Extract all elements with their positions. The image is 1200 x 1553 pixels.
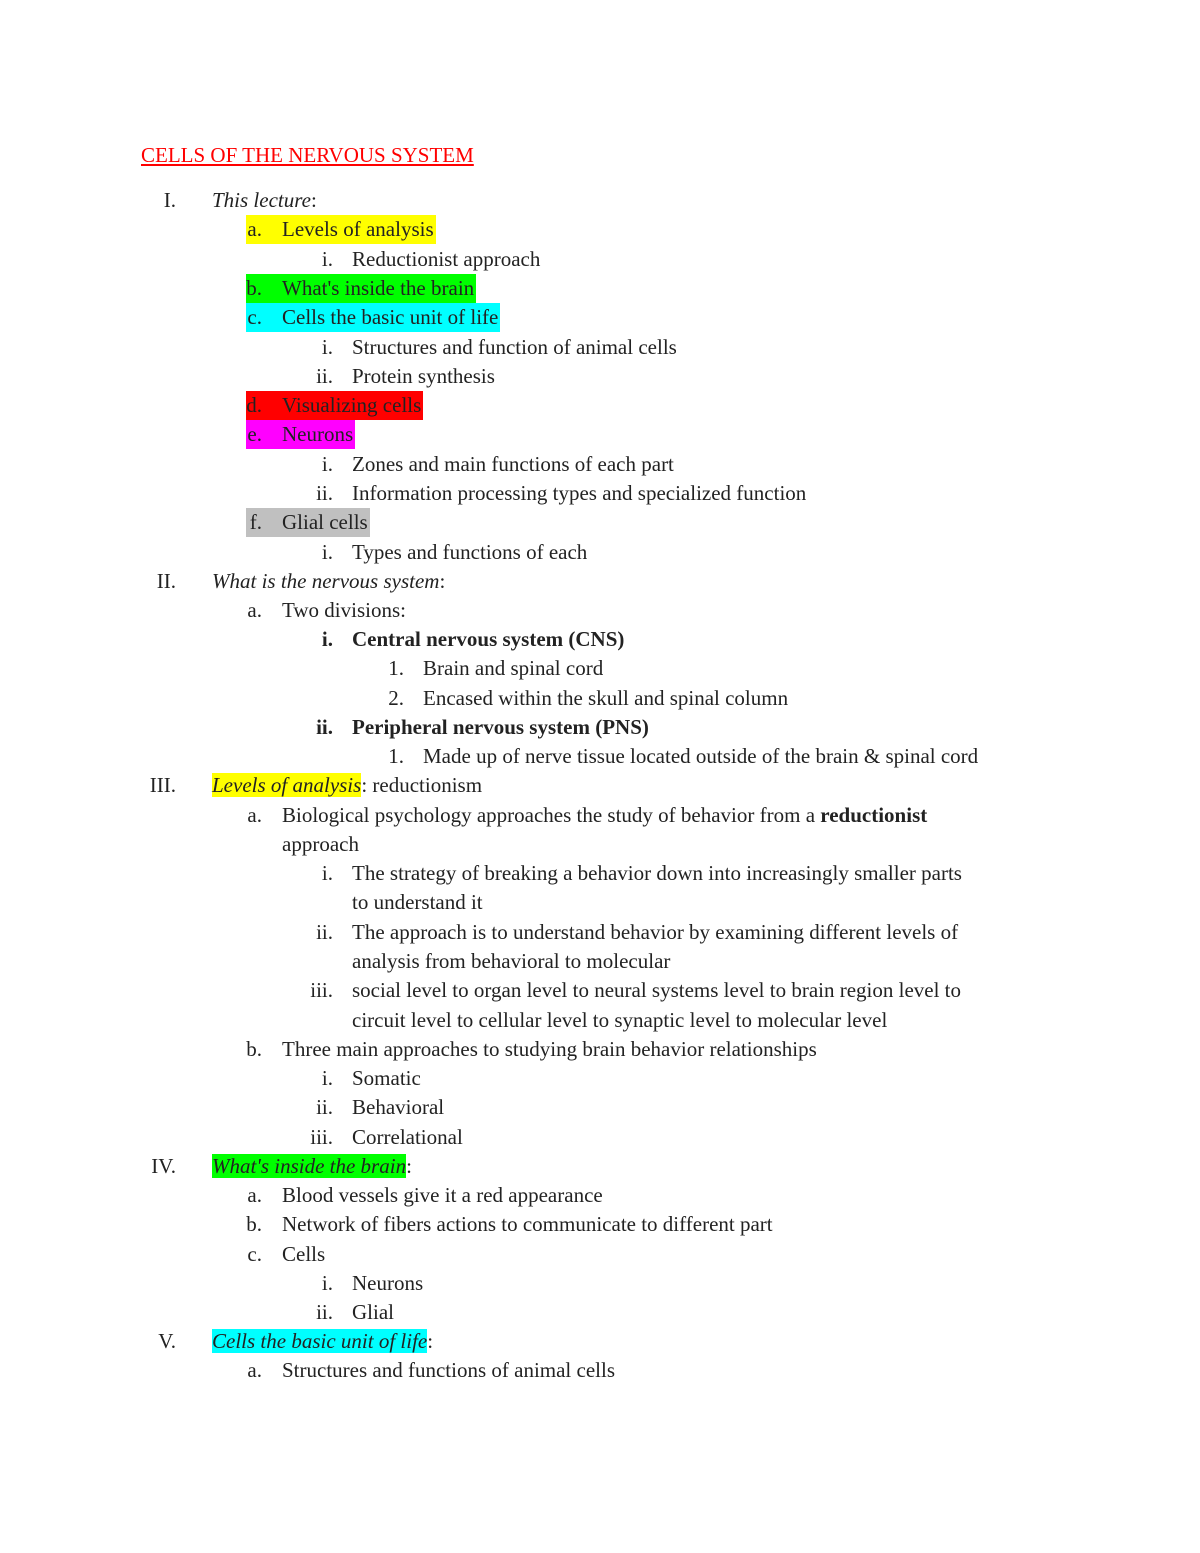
outline-text — [352, 1093, 444, 1122]
outline-text-main: Glial cells — [282, 510, 368, 534]
outline-marker: 2. — [388, 686, 404, 710]
outline-item — [0, 303, 1150, 332]
outline-marker: ii. — [316, 1300, 333, 1324]
outline-marker: b. — [246, 276, 262, 300]
outline-marker: a. — [247, 803, 262, 827]
outline-text — [352, 1269, 423, 1298]
outline-item — [0, 1035, 1150, 1064]
outline-text-main: Reductionist approach — [352, 247, 541, 271]
outline-text — [282, 1240, 325, 1269]
outline-text — [352, 245, 540, 274]
outline-item — [0, 215, 1150, 244]
outline-text — [282, 830, 359, 859]
outline-item — [0, 1327, 1150, 1356]
outline-item — [0, 771, 1150, 800]
outline-text-main: Network of fibers actions to communicate to different part — [282, 1212, 773, 1236]
outline-marker: a. — [247, 217, 262, 241]
outline-text-main: Somatic — [352, 1066, 421, 1090]
outline-item — [0, 186, 1150, 215]
outline-text-main: Blood vessels give it a red appearance — [282, 1183, 603, 1207]
outline-marker: ii. — [316, 920, 333, 944]
outline-item — [0, 1064, 1150, 1093]
outline-text-main: Made up of nerve tissue located outside of the brain & spinal cord — [423, 744, 979, 768]
outline-text-main: Glial — [352, 1300, 394, 1324]
outline-text-main: analysis from behavioral to molecular — [352, 949, 671, 973]
outline-item — [0, 976, 1150, 1005]
outline-text — [282, 1181, 603, 1210]
outline-marker: III. — [149, 773, 176, 797]
document-title: CELLS OF THE NERVOUS SYSTEM — [141, 143, 474, 167]
outline-item — [0, 479, 1150, 508]
outline-text-main: Two divisions: — [282, 598, 406, 622]
outline-text-main: Correlational — [352, 1125, 463, 1149]
outline-item — [0, 859, 1150, 888]
outline-item — [0, 888, 1150, 917]
outline-text-main: Protein synthesis — [352, 364, 495, 388]
outline-item — [0, 245, 1150, 274]
outline-item — [0, 1269, 1150, 1298]
outline-text — [352, 947, 670, 976]
outline-marker: i. — [321, 452, 333, 476]
outline-text-suffix: : — [406, 1154, 412, 1178]
outline-text-main: Neurons — [352, 1271, 424, 1295]
outline-text — [282, 391, 421, 420]
outline-marker: V. — [158, 1329, 176, 1353]
outline-text-main: Information processing types and specialized function — [352, 481, 807, 505]
outline-item — [0, 1240, 1150, 1269]
outline-marker: e. — [247, 422, 262, 446]
outline-marker: c. — [247, 1242, 262, 1266]
outline-marker: ii. — [316, 364, 333, 388]
outline-text — [423, 742, 978, 771]
outline-text — [282, 596, 406, 625]
outline-item — [0, 625, 1150, 654]
outline-text — [352, 713, 649, 742]
outline-marker: f. — [249, 510, 262, 534]
outline-item — [0, 333, 1150, 362]
outline-marker: ii. — [316, 481, 333, 505]
outline-text-main: Structures and functions of animal cells — [282, 1358, 615, 1382]
outline-marker: II. — [156, 569, 176, 593]
outline-text-suffix: : — [427, 1329, 434, 1353]
outline-text-main: Zones and main functions of each part — [352, 452, 674, 476]
outline-text — [212, 186, 317, 215]
outline-text-main: What's inside the brain — [282, 276, 475, 300]
outline-text-main: What is the nervous system — [212, 569, 440, 593]
outline-item — [0, 830, 1150, 859]
outline-text — [282, 508, 368, 537]
outline-text — [352, 918, 958, 947]
outline-text-main: This lecture — [212, 188, 311, 212]
outline-text — [352, 859, 962, 888]
outline-item — [0, 450, 1150, 479]
outline-item — [0, 654, 1150, 683]
outline-text-main: Types and functions of each — [352, 540, 588, 564]
outline-text — [282, 303, 498, 332]
outline-marker: ii. — [316, 1095, 333, 1119]
outline-text — [352, 1298, 394, 1327]
outline-item — [0, 274, 1150, 303]
outline-item — [0, 596, 1150, 625]
outline-text-main: Encased within the skull and spinal column — [423, 686, 789, 710]
outline-item — [0, 420, 1150, 449]
outline-text — [352, 625, 624, 654]
outline-item — [0, 1210, 1150, 1239]
outline-text — [352, 450, 674, 479]
outline-text — [423, 684, 788, 713]
outline-text — [282, 1035, 817, 1064]
outline-text-main: Levels of analysis — [212, 773, 362, 797]
outline-marker: a. — [247, 1358, 262, 1382]
outline-text-suffix: : reductionism — [361, 773, 483, 797]
outline-text-main: Peripheral nervous system (PNS) — [352, 715, 649, 739]
outline-text — [212, 1327, 433, 1356]
outline-marker: iii. — [310, 1125, 333, 1149]
outline-text-main: The approach is to understand behavior by examining different levels of — [352, 920, 959, 944]
outline-marker: i. — [321, 247, 333, 271]
outline-text — [352, 1064, 421, 1093]
outline-item — [0, 538, 1150, 567]
outline-text — [212, 1152, 412, 1181]
outline-item — [0, 684, 1150, 713]
outline-text — [212, 567, 445, 596]
outline-item — [0, 742, 1150, 771]
outline-text-main: Cells the basic unit of life — [212, 1329, 428, 1353]
outline-text — [352, 333, 677, 362]
outline-text — [352, 362, 495, 391]
outline-item — [0, 1152, 1150, 1181]
outline-marker: d. — [246, 393, 262, 417]
outline-text — [352, 1123, 463, 1152]
outline-marker: a. — [247, 1183, 262, 1207]
outline-marker: 1. — [388, 656, 404, 680]
outline-item — [0, 1123, 1150, 1152]
outline-text-main: Three main approaches to studying brain behavior relationships — [282, 1037, 817, 1061]
outline-marker: i. — [321, 540, 333, 564]
outline-marker: i. — [321, 861, 333, 885]
outline-text — [282, 801, 927, 830]
outline-item — [0, 391, 1150, 420]
outline-marker: i. — [321, 627, 333, 651]
outline-item — [0, 1181, 1150, 1210]
outline-text — [212, 771, 482, 800]
outline-item — [0, 1093, 1150, 1122]
outline-marker: IV. — [151, 1154, 176, 1178]
outline-marker: b. — [246, 1037, 262, 1061]
outline-item — [0, 918, 1150, 947]
outline-text-main: What's inside the brain — [212, 1154, 407, 1178]
outline-item — [0, 362, 1150, 391]
outline-item — [0, 567, 1150, 596]
outline-text-main: approach — [282, 832, 359, 856]
outline-text-main: social level to organ level to neural systems level to brain region level to — [352, 978, 962, 1002]
outline-text — [352, 976, 961, 1005]
outline-text-suffix: : — [439, 569, 446, 593]
outline-text — [352, 1006, 887, 1035]
outline-marker: c. — [247, 305, 262, 329]
outline-text-main: to understand it — [352, 890, 483, 914]
outline-marker: i. — [321, 1271, 333, 1295]
outline-text — [423, 654, 603, 683]
outline-marker: 1. — [388, 744, 404, 768]
outline-item — [0, 1298, 1150, 1327]
outline-item — [0, 508, 1150, 537]
outline-text-main: Neurons — [282, 422, 354, 446]
outline-text — [282, 1210, 773, 1239]
outline-marker: ii. — [316, 715, 333, 739]
outline-item — [0, 801, 1150, 830]
outline-text-main: Visualizing cells — [282, 393, 422, 417]
outline-text-main: Central nervous system (CNS) — [352, 627, 625, 651]
outline-marker: iii. — [310, 978, 333, 1002]
outline-text — [352, 538, 587, 567]
outline-text — [282, 274, 474, 303]
outline-text-main: Structures and function of animal cells — [352, 335, 677, 359]
outline-text — [282, 420, 353, 449]
outline-marker: i. — [321, 335, 333, 359]
outline-item — [0, 1006, 1150, 1035]
outline-marker: b. — [246, 1212, 262, 1236]
outline-text-main: Cells — [282, 1242, 326, 1266]
outline-marker: I. — [163, 188, 176, 212]
outline-item — [0, 1356, 1150, 1385]
outline-text-suffix: : — [310, 188, 317, 212]
outline-text — [352, 888, 483, 917]
outline-marker: i. — [321, 1066, 333, 1090]
outline-text-main: Biological psychology approaches the study of behavior from a — [282, 803, 821, 827]
outline-text — [352, 479, 806, 508]
outline-text — [282, 215, 434, 244]
outline-item — [0, 947, 1150, 976]
outline-text — [282, 1356, 615, 1385]
outline-item — [0, 713, 1150, 742]
outline-text-main: Behavioral — [352, 1095, 445, 1119]
outline-marker: a. — [247, 598, 262, 622]
outline-text-main: Levels of analysis — [282, 217, 434, 241]
outline-text-main: Brain and spinal cord — [423, 656, 604, 680]
outline-text-main: The strategy of breaking a behavior down into increasingly smaller parts — [352, 861, 962, 885]
outline-text-bold: reductionist — [820, 803, 928, 827]
outline-text-main: Cells the basic unit of life — [282, 305, 499, 329]
outline-text-main: circuit level to cellular level to synaptic level to molecular level — [352, 1008, 888, 1032]
